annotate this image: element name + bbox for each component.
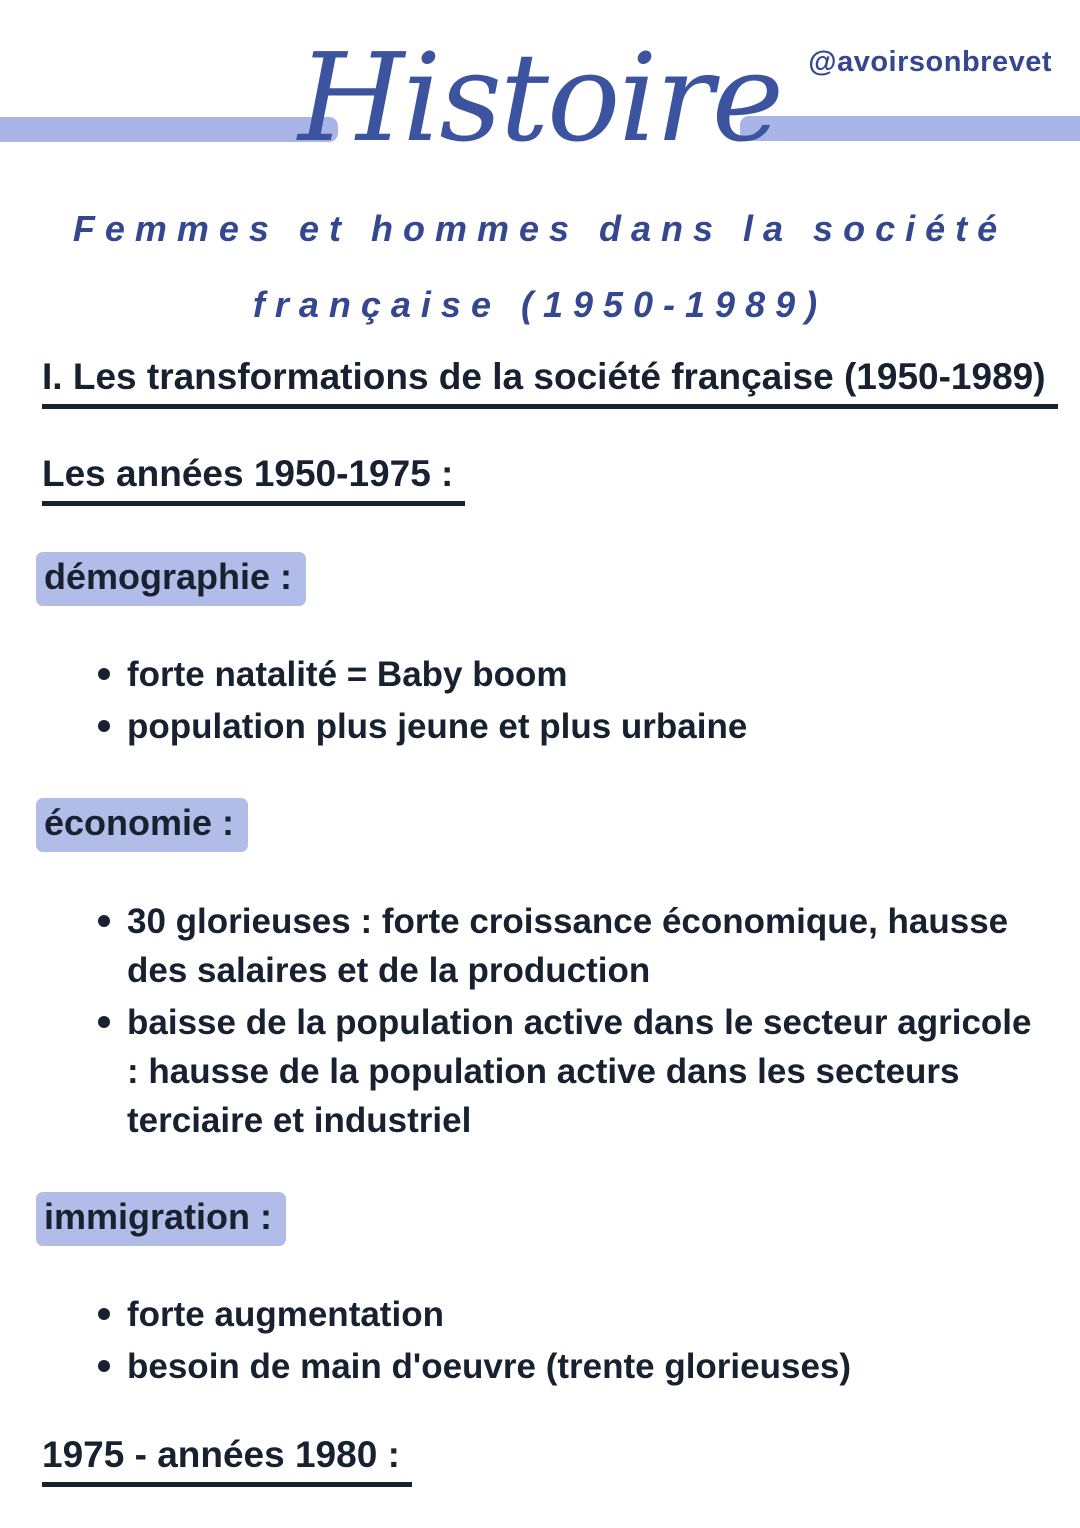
- period2-heading: 1975 - années 1980 :: [42, 1434, 412, 1487]
- list-item: [98, 1342, 851, 1391]
- section-label-immigration: immigration :: [36, 1192, 286, 1246]
- immigration-bullet-list: [98, 1290, 851, 1394]
- economie-bullet-list: [98, 897, 1032, 1148]
- section-label-economie: économie :: [36, 798, 248, 852]
- bullet-icon: [98, 668, 110, 680]
- bullet-text: population plus jeune et plus urbaine: [127, 707, 748, 746]
- bullet-text: forte augmentation: [127, 1295, 444, 1334]
- bullet-icon: [98, 1360, 110, 1372]
- bullet-text: besoin de main d'oeuvre (trente glorieuses): [127, 1347, 852, 1386]
- bullet-icon: [98, 1016, 110, 1028]
- list-item: [98, 998, 1032, 1145]
- list-item: [98, 702, 747, 751]
- list-item: [98, 897, 1032, 995]
- main-heading: I. Les transformations de la société française (1950-1989): [42, 356, 1058, 409]
- list-item: [98, 650, 747, 699]
- list-item: [98, 1290, 851, 1339]
- bullet-text: baisse de la population active dans le secteur agricole : hausse de la population active dans les secteurs terciaire et industriel: [127, 1003, 1032, 1140]
- bullet-icon: [98, 1308, 110, 1320]
- subtitle-line-2: française (1950-1989): [252, 284, 828, 325]
- bullet-text: 30 glorieuses : forte croissance économique, hausse des salaires et de la production: [127, 902, 1009, 990]
- bullet-text: forte natalité = Baby boom: [127, 655, 568, 694]
- subtitle-line-1: Femmes et hommes dans la société: [72, 208, 1008, 249]
- social-handle: @avoirsonbrevet: [808, 46, 1052, 78]
- page-title: Histoire: [297, 27, 783, 169]
- section-label-demographie: démographie :: [36, 552, 306, 606]
- demographie-bullet-list: [98, 650, 747, 754]
- period1-heading: Les années 1950-1975 :: [42, 453, 465, 506]
- bullet-icon: [98, 915, 110, 927]
- bullet-icon: [98, 720, 110, 732]
